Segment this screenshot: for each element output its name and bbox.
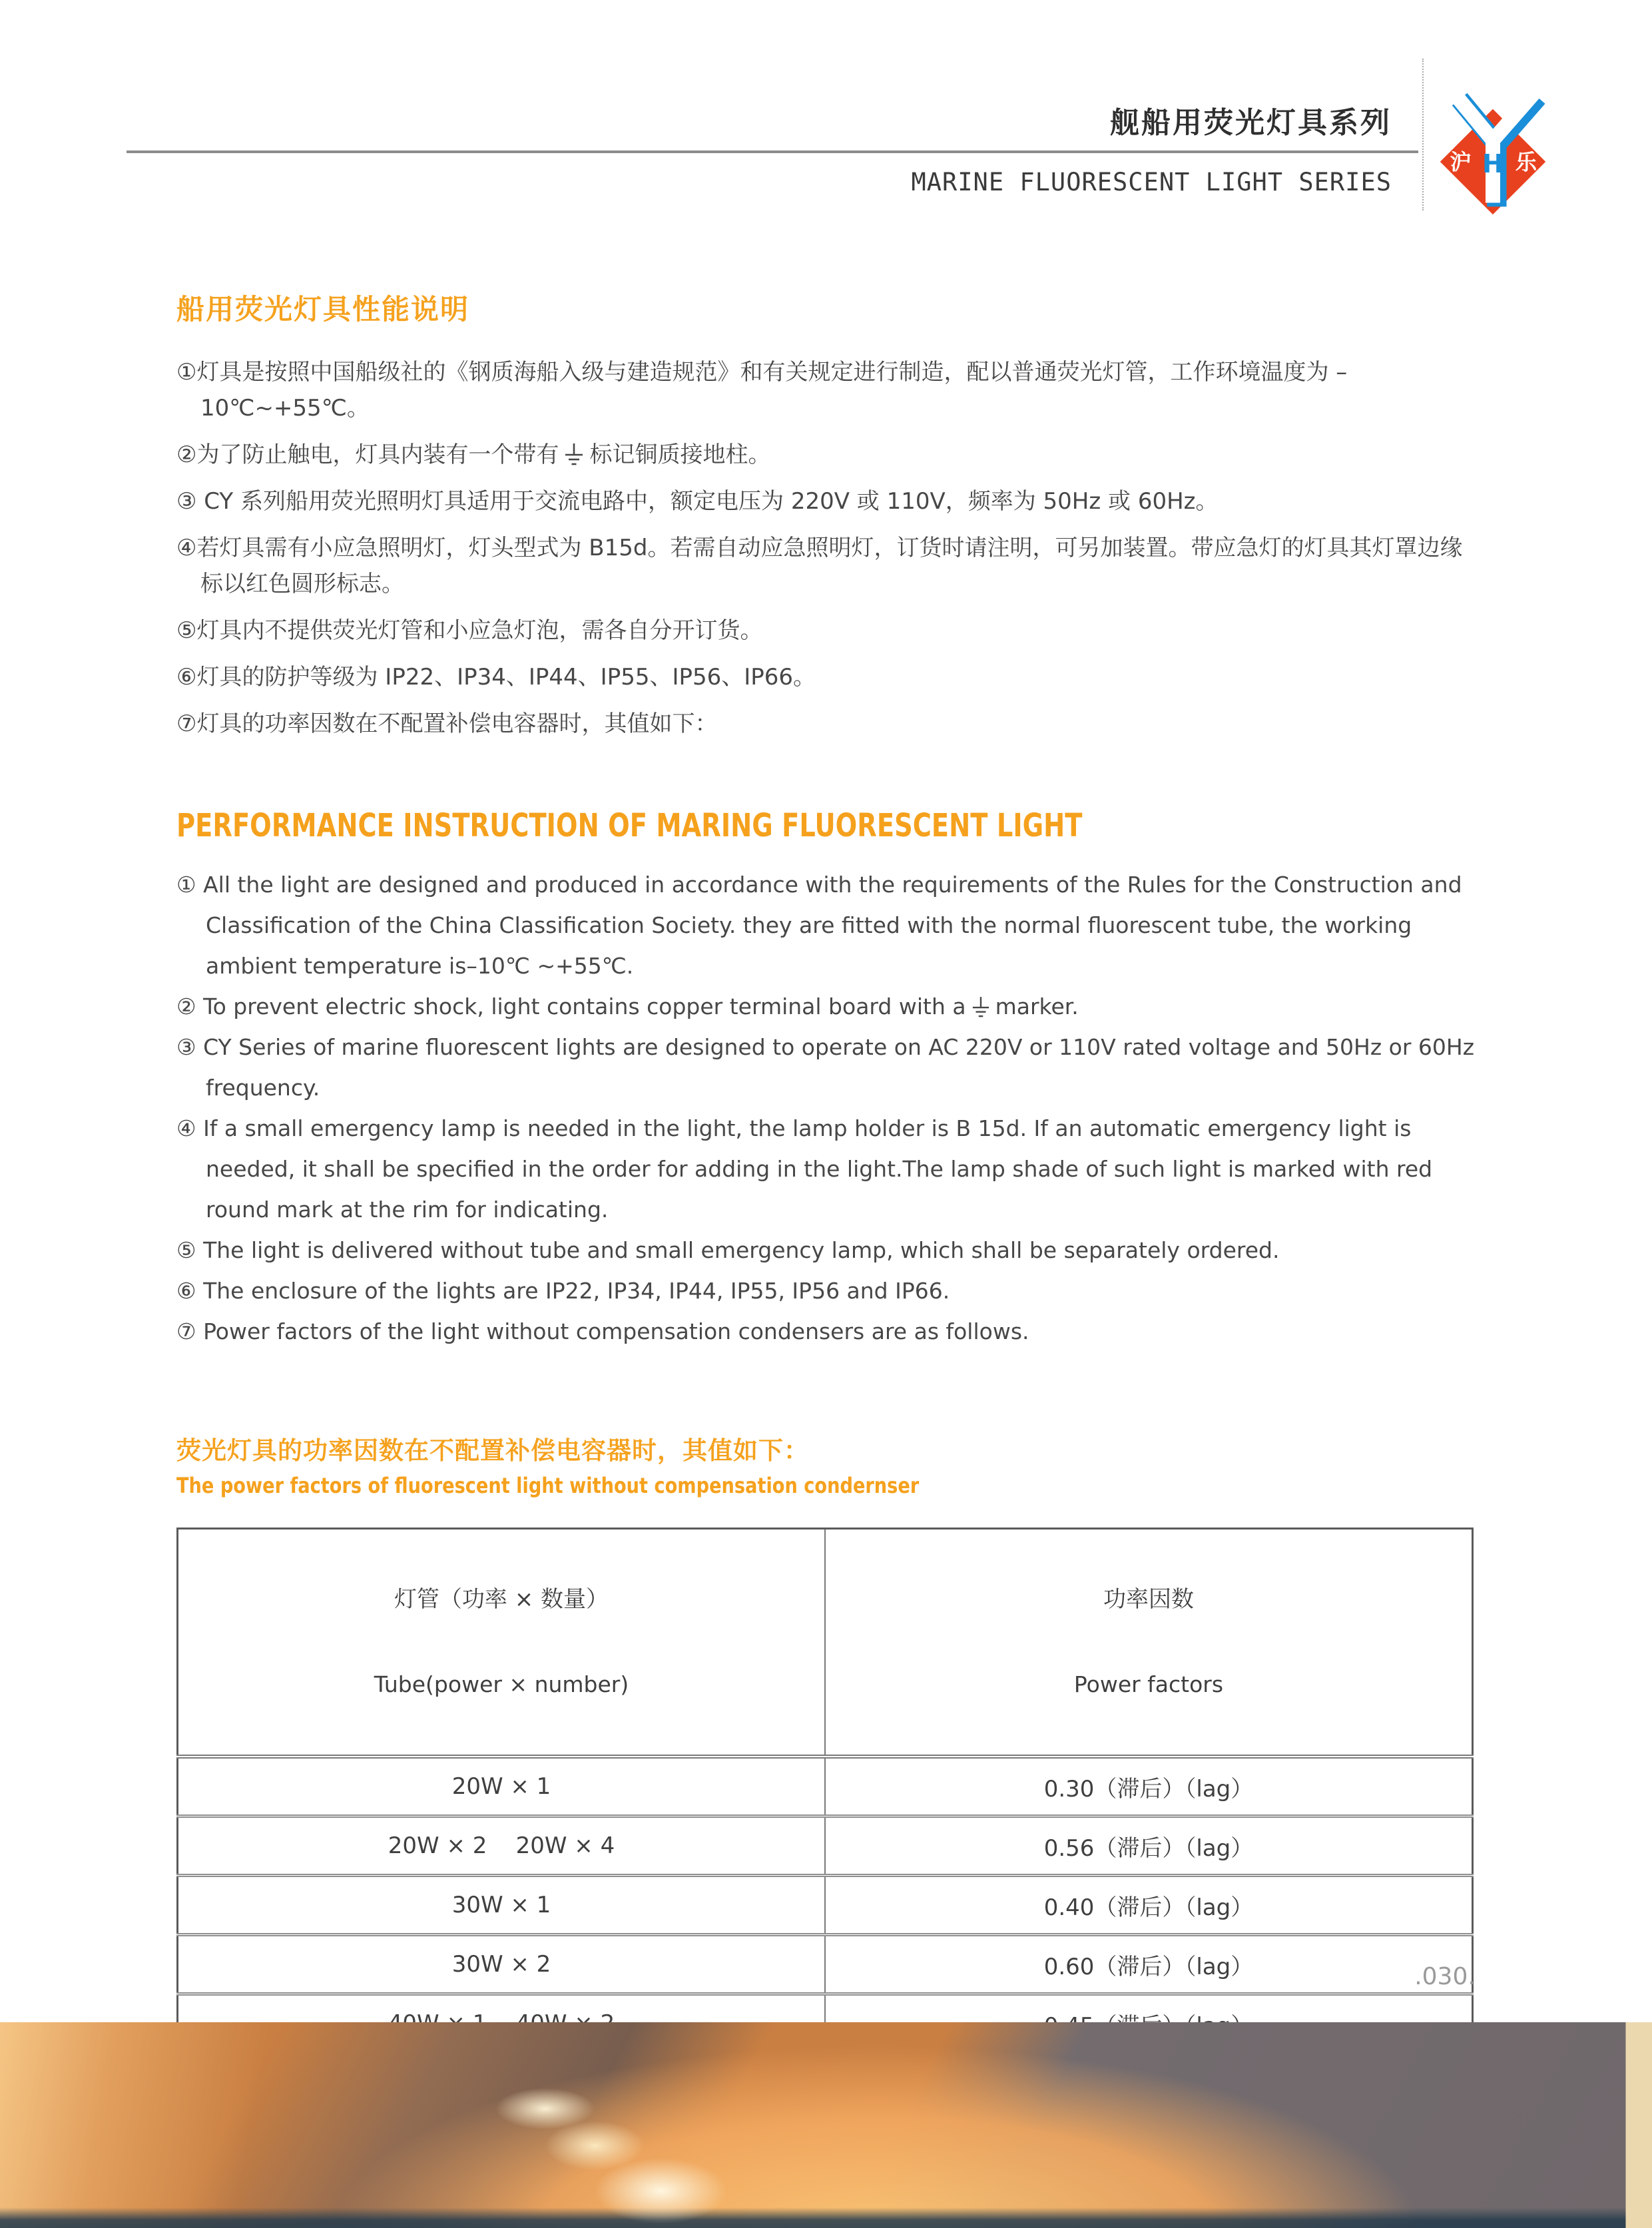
logo-char-right: 乐 [1515, 149, 1537, 175]
tube-cell: 30W × 1 [178, 1876, 826, 1935]
page-number: .030. [1414, 1963, 1476, 1990]
power-factor-cell: 0.56（滞后）（lag） [825, 1816, 1473, 1876]
table-heading-zh: 荧光灯具的功率因数在不配置补偿电容器时，其值如下： [176, 1436, 809, 1465]
table-header-row [178, 1529, 1473, 1757]
tube-cell: 20W × 2 20W × 4 [178, 1816, 826, 1876]
en-item-2: ② To prevent electric shock, light contains copper terminal board with a marker. [176, 993, 1079, 1019]
en-item-1: ① All the light are designed and produced in accordance with the requirements of the Rules for the Construction and Classification of the China Classification Society. they are fitted with the normal fluorescent tube, the working ambient temperature is–10℃ ~+55℃. [176, 872, 1462, 979]
table-heading-en: The power factors of fluorescent light without compensation condernser [176, 1473, 920, 1498]
zh-section-list [176, 354, 1475, 742]
en-section-list [176, 864, 1475, 1352]
earth-ground-icon [971, 997, 990, 1019]
tube-cell: 30W × 2 [178, 1935, 826, 1994]
footer-photo [0, 2022, 1652, 2228]
page-title-zh: 舰船用荧光灯具系列 [1110, 106, 1392, 140]
earth-ground-icon [564, 443, 584, 467]
table-row [178, 1935, 1473, 1994]
en-section-heading: PERFORMANCE INSTRUCTION OF MARING FLUORESCENT LIGHT [176, 807, 1083, 844]
column-header-power-factor: 功率因数 Power factors [825, 1529, 1473, 1757]
power-factor-cell: 0.30（滞后）（lag） [825, 1757, 1473, 1816]
zh-item-3: ③ CY 系列船用荧光照明灯具适用于交流电路中，额定电压为 220V 或 110V，频率为 50Hz 或 60Hz。 [176, 488, 1219, 515]
power-factor-cell: 0.60（滞后）（lag） [825, 1935, 1473, 1994]
zh-item-2: ②为了防止触电，灯具内装有一个带有 标记铜质接地柱。 [176, 441, 771, 468]
zh-item-6: ⑥灯具的防护等级为 IP22、IP34、IP44、IP55、IP56、IP66。 [176, 664, 816, 691]
logo-letter-h: H [1482, 149, 1504, 179]
en-item-4: ④ If a small emergency lamp is needed in the light, the lamp holder is B 15d. If an automatic emergency light is needed, it shall be specified in the order for adding in the light.The lamp shade of such light is marked with red round mark at the rim for indicating. [176, 1115, 1433, 1223]
main-content [176, 288, 1475, 2218]
zh-section-heading: 船用荧光灯具性能说明 [176, 293, 470, 326]
tube-cell: 20W × 1 [451, 1773, 551, 1800]
table-row [178, 1757, 1473, 1816]
zh-item-1: ①灯具是按照中国船级社的《钢质海船入级与建造规范》和有关规定进行制造，配以普通荧光灯管，工作环境温度为 –10℃~+55℃。 [176, 359, 1348, 421]
zh-item-4: ④若灯具需有小应急照明灯，灯头型式为 B15d。若需自动应急照明灯，订货时请注明，可另加装置。带应急灯的灯具其灯罩边缘标以红色圆形标志。 [176, 535, 1463, 597]
page-title-en: MARINE FLUORESCENT LIGHT SERIES [911, 168, 1392, 196]
table-row [178, 1816, 1473, 1876]
zh-item-5: ⑤灯具内不提供荧光灯管和小应急灯泡，需各自分开订货。 [176, 617, 763, 644]
zh-item-7: ⑦灯具的功率因数在不配置补偿电容器时，其值如下： [176, 710, 718, 737]
company-logo-icon [1433, 72, 1553, 218]
power-factor-cell: 0.40（滞后）（lag） [825, 1876, 1473, 1935]
en-item-6: ⑥ The enclosure of the lights are IP22, IP34, IP44, IP55, IP56 and IP66. [176, 1278, 950, 1304]
column-header-tube: 灯管（功率 × 数量） Tube(power × number) [178, 1529, 826, 1757]
en-item-5: ⑤ The light is delivered without tube and small emergency lamp, which shall be separately ordered. [176, 1237, 1280, 1263]
en-item-3: ③ CY Series of marine fluorescent lights are designed to operate on AC 220V or 110V rated voltage and 50Hz or 60Hz frequency. [176, 1034, 1475, 1101]
table-row [178, 1876, 1473, 1935]
header-dotted-divider [1422, 59, 1424, 210]
en-item-7: ⑦ Power factors of the light without compensation condensers are as follows. [176, 1318, 1029, 1344]
header-rule-divider [127, 150, 1418, 153]
logo-char-left: 沪 [1450, 149, 1472, 175]
